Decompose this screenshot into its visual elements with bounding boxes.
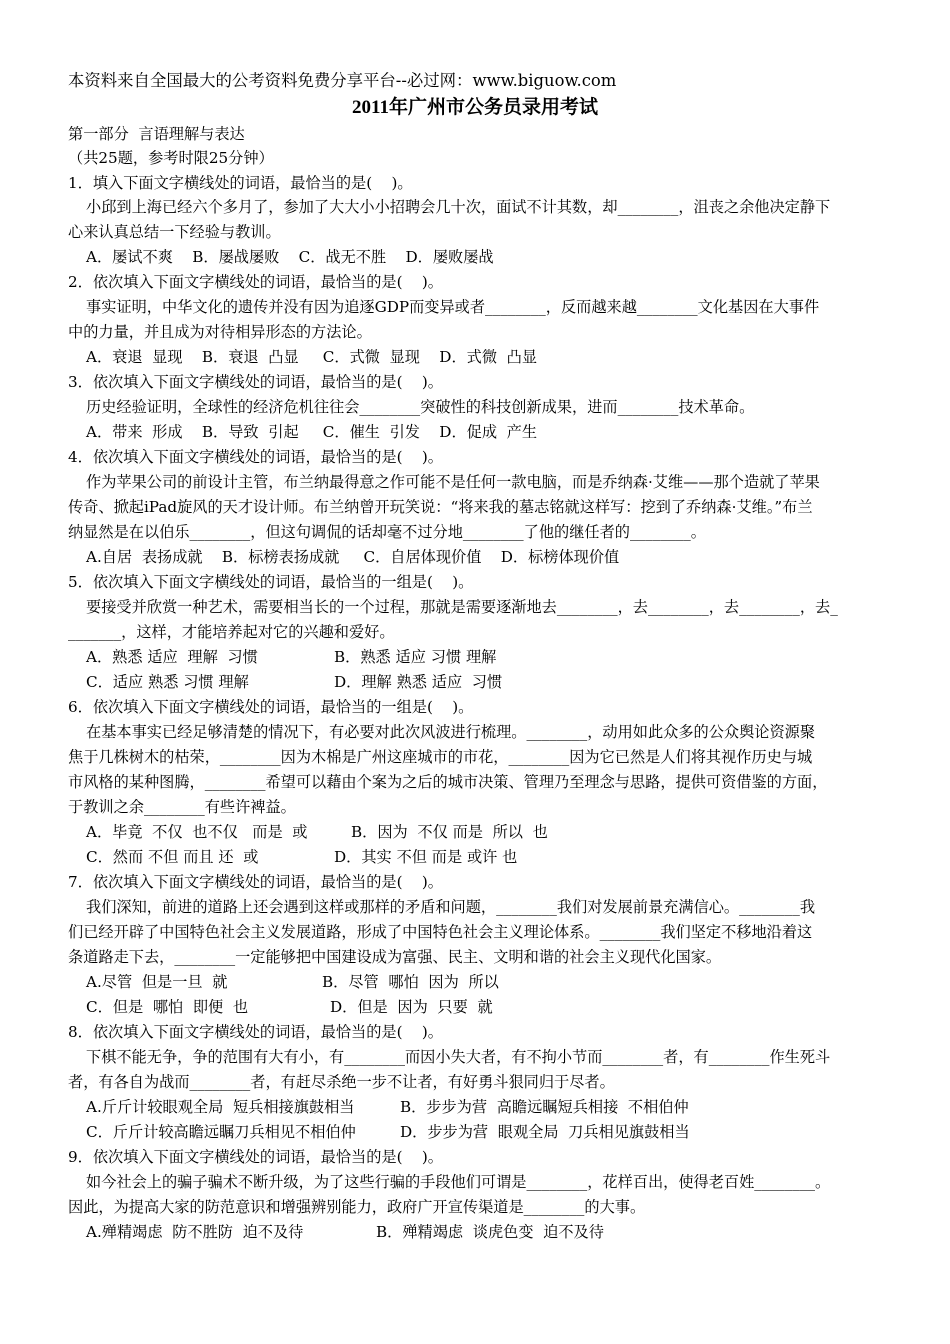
q6-option-a: A．毕竟 不仅 也不仅 而是 或 bbox=[86, 823, 308, 841]
q8-option-d: D．步步为营 眼观全局 刀兵相见旗鼓相当 bbox=[400, 1123, 690, 1141]
q7-stem: 7．依次填入下面文字横线处的词语，最恰当的是( )。 bbox=[68, 873, 443, 891]
q2-stem: 2．依次填入下面文字横线处的词语，最恰当的是( )。 bbox=[68, 273, 443, 291]
q6-text-line3: 市风格的某种图腾，________希望可以藉由个案为之后的城市决策、管理乃至理念与思路，提供可资借鉴的方面， bbox=[68, 773, 828, 791]
q9-option-b: B．殚精竭虑 谈虎色变 迫不及待 bbox=[376, 1223, 604, 1241]
q4-text-line1: 作为苹果公司的前设计主管，布兰纳最得意之作可能不是任何一款电脑，而是乔纳森·艾维——那个造就了苹果 bbox=[86, 473, 820, 491]
q7-text-line3: 条道路走下去，________一定能够把中国建设成为富强、民主、文明和谐的社会主义现代化国家。 bbox=[68, 948, 722, 966]
q7-option-a: A.尽管 但是一旦 就 bbox=[86, 973, 228, 991]
q6-text-line2: 焦于几株树木的枯荣，________因为木棉是广州这座城市的市花，________因为它已然是人们将其视作历史与城 bbox=[68, 748, 813, 766]
document-title: 2011年广州市公务员录用考试 bbox=[352, 97, 598, 118]
q1-stem: 1．填入下面文字横线处的词语，最恰当的是( )。 bbox=[68, 174, 413, 192]
q4-stem: 4．依次填入下面文字横线处的词语，最恰当的是( )。 bbox=[68, 448, 443, 466]
q6-option-c: C．然而 不但 而且 还 或 bbox=[86, 848, 259, 866]
q5-option-a: A．熟悉 适应 理解 习惯 bbox=[86, 648, 258, 666]
q6-option-b: B．因为 不仅 而是 所以 也 bbox=[351, 823, 548, 841]
q7-text-line1: 我们深知，前进的道路上还会遇到这样或那样的矛盾和问题，________我们对发展前景充满信心。________我 bbox=[86, 898, 815, 916]
q2-text-line1: 事实证明，中华文化的遗传并没有因为追逐GDP而变异或者________，反而越来越________文化基因在大事件 bbox=[86, 298, 820, 316]
q9-option-a: A.殚精竭虑 防不胜防 迫不及待 bbox=[86, 1223, 304, 1241]
q7-option-d: D．但是 因为 只要 就 bbox=[330, 998, 493, 1016]
q8-option-b: B．步步为营 高瞻远瞩短兵相接 不相伯仲 bbox=[400, 1098, 689, 1116]
q5-text-line1: 要接受并欣赏一种艺术，需要相当长的一个过程，那就是需要逐渐地去________，去________，去________，去_ bbox=[86, 598, 838, 616]
q4-text-line2: 传奇、掀起iPad旋风的天才设计师。布兰纳曾开玩笑说：“将来我的墓志铭就这样写：挖到了乔纳森·艾维。”布兰 bbox=[68, 498, 813, 516]
q6-text-line1: 在基本事实已经足够清楚的情况下，有必要对此次风波进行梳理。________，动用如此众多的公众舆论资源聚 bbox=[86, 723, 815, 741]
q9-text-line2: 因此，为提高大家的防范意识和增强辨别能力，政府广开宣传渠道是________的大事。 bbox=[68, 1198, 646, 1216]
q4-options: A.自居 表扬成就 B．标榜表扬成就 C．自居体现价值 D．标榜体现价值 bbox=[86, 548, 620, 566]
q5-option-c: C．适应 熟悉 习惯 理解 bbox=[86, 673, 249, 691]
q8-stem: 8．依次填入下面文字横线处的词语，最恰当的是( )。 bbox=[68, 1023, 443, 1041]
source-line: 本资料来自全国最大的公考资料免费分享平台--必过网：www.biguow.com bbox=[68, 71, 617, 90]
q7-text-line2: 们已经开辟了中国特色社会主义发展道路，形成了中国特色社会主义理论体系。________我们坚定不移地沿着这 bbox=[68, 923, 813, 941]
q5-stem: 5．依次填入下面文字横线处的词语，最恰当的一组是( )。 bbox=[68, 573, 474, 591]
q9-stem: 9．依次填入下面文字横线处的词语，最恰当的是( )。 bbox=[68, 1148, 443, 1166]
q8-text-line2: 者，有各自为战而________者，有赶尽杀绝一步不让者，有好勇斗狠同归于尽者。 bbox=[68, 1073, 615, 1091]
q1-text-line1: 小邱到上海已经六个多月了，参加了大大小小招聘会几十次，面试不计其数，却________，沮丧之余他决定静下 bbox=[86, 198, 831, 216]
q7-option-c: C．但是 哪怕 即便 也 bbox=[86, 998, 249, 1016]
q3-text-line1: 历史经验证明，全球性的经济危机往往会________突破性的科技创新成果，进而________技术革命。 bbox=[86, 398, 755, 416]
q2-text-line2: 中的力量，并且成为对待相异形态的方法论。 bbox=[68, 323, 372, 341]
q8-option-a: A.斤斤计较眼观全局 短兵相接旗鼓相当 bbox=[86, 1098, 355, 1116]
q1-options: A．屡试不爽 B．屡战屡败 C．战无不胜 D．屡败屡战 bbox=[86, 248, 494, 266]
q8-text-line1: 下棋不能无争，争的范围有大有小，有________而因小失大者，有不拘小节而________者，有________作生死斗 bbox=[86, 1048, 831, 1066]
q5-option-b: B．熟悉 适应 习惯 理解 bbox=[334, 648, 497, 666]
q4-text-line3: 纳显然是在以伯乐________，但这句调侃的话却毫不过分地________了他的继任者的________。 bbox=[68, 523, 706, 541]
q8-option-c: C．斤斤计较高瞻远瞩刀兵相见不相伯仲 bbox=[86, 1123, 356, 1141]
q3-options: A．带来 形成 B．导致 引起 C．催生 引发 D．促成 产生 bbox=[86, 423, 538, 441]
q6-option-d: D．其实 不但 而是 或许 也 bbox=[334, 848, 518, 866]
section-note: （共25题，参考时限25分钟） bbox=[68, 149, 274, 167]
q9-text-line1: 如今社会上的骗子骗术不断升级，为了这些行骗的手段他们可谓是________，花样百出，使得老百姓________。 bbox=[86, 1173, 831, 1191]
q6-text-line4: 于教训之余________有些许裨益。 bbox=[68, 798, 296, 816]
q3-stem: 3．依次填入下面文字横线处的词语，最恰当的是( )。 bbox=[68, 373, 443, 391]
q2-options: A．衰退 显现 B．衰退 凸显 C．式微 显现 D．式微 凸显 bbox=[86, 348, 538, 366]
q6-stem: 6．依次填入下面文字横线处的词语，最恰当的一组是( )。 bbox=[68, 698, 474, 716]
q5-option-d: D．理解 熟悉 适应 习惯 bbox=[334, 673, 503, 691]
q5-text-line2: _______，这样，才能培养起对它的兴趣和爱好。 bbox=[68, 623, 395, 641]
q7-option-b: B．尽管 哪怕 因为 所以 bbox=[322, 973, 499, 991]
q1-text-line2: 心来认真总结一下经验与教训。 bbox=[68, 223, 281, 241]
section-heading: 第一部分 言语理解与表达 bbox=[68, 125, 245, 143]
